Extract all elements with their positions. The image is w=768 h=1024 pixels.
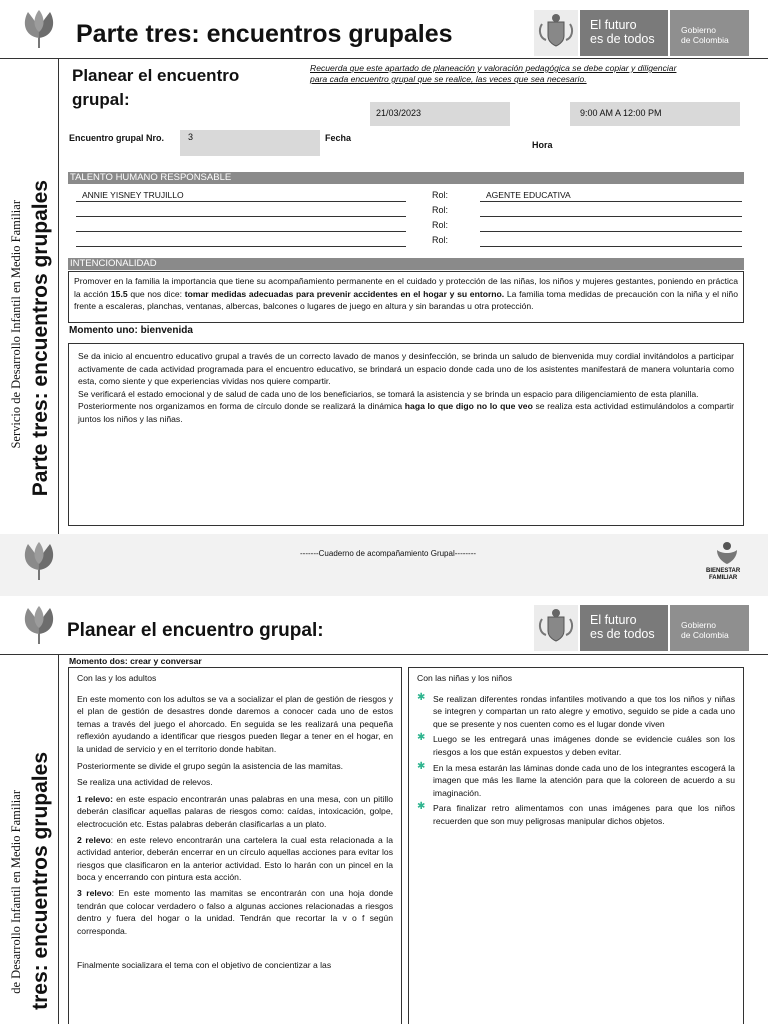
intencionalidad-text-c: que nos dice: xyxy=(127,288,185,299)
ninos-item-2 xyxy=(417,732,735,758)
side-section-label-2: tres: encuentros grupales xyxy=(29,752,52,1010)
footer-text: -------Cuaderno de acompañamiento Grupal-------- xyxy=(300,549,477,558)
star-bullet-icon: ✱ xyxy=(417,760,426,772)
person-line-2[interactable] xyxy=(76,216,406,217)
relevo-1-text: en este espacio encontrarán unas palabras en una mesa, con un pitillo deberán clasificar aquellas palaras de riesgos como: caídas, intoxicación, golpe, electrocución etc. Estas palabras deberán clasificarlas a un plato. xyxy=(77,793,393,829)
bienestar-line2: FAMILIAR xyxy=(708,575,738,581)
header2-divider xyxy=(0,654,768,655)
logo-futuro-2-line2: es de todos xyxy=(590,627,655,641)
ninos-box xyxy=(408,667,744,1024)
hora-label: Hora xyxy=(532,140,553,150)
intencionalidad-text-d: tomar medidas adecuadas para prevenir accidentes en el hogar y su entorno. xyxy=(184,288,505,299)
star-bullet-icon: ✱ xyxy=(417,691,426,703)
ninos-item-3-text: En la mesa estarán las láminas donde cada uno de los integrantes escogerá la imagen que más les llame la atención para que la coloreen de acuerdo a su imaginación. xyxy=(433,762,735,798)
side-service-label-2: de Desarrollo Infantil en Medio Familiar xyxy=(9,790,23,994)
adultos-paragraph-1: En este momento con los adultos se va a socializar el plan de gestión de riesgos y el plan de gestión de desastres donde daremos a conocer cada uno de estos temas a través del juego el ahorcado. En seguida se les realizará una pequeña reflexión ayudando a identificar que riesgos pueden llegar a tener en el hogar, en la unidad de servicio y en el territorio donde habitan. xyxy=(77,693,393,754)
intencionalidad-header: INTENCIONALIDAD xyxy=(68,258,744,270)
logo-gob-2-line2: de Colombia xyxy=(681,630,729,640)
talento-header: TALENTO HUMANO RESPONSABLE xyxy=(68,172,744,184)
momento-uno-paragraph-1: Se da inicio al encuentro educativo grupal a través de un correcto lavado de manos y desinfección, se brinda un saludo de bienvenida muy cordial invitándolos a participar activamente de cada actividad programada para el encuentro educativo, se brindará un espacio donde cada uno de los asistentes manifestará de manera voluntaria como esta, como siente y que experiencias vividas nos quiere compartir. xyxy=(78,351,734,387)
date-field[interactable]: 21/03/2023 xyxy=(370,102,510,126)
header-divider xyxy=(0,58,768,59)
relevo-1 xyxy=(77,793,393,831)
logo-gob-line2: de Colombia xyxy=(681,35,729,45)
leaf-footer-icon xyxy=(18,540,60,582)
rol-label-3: Rol: xyxy=(432,220,449,230)
momento-uno-box xyxy=(68,343,744,526)
ninos-item-4-text: Para finalizar retro alimentamos con unas imágenes para que los niños recuerden que son muy peligrosas manipular dichos objetos. xyxy=(433,803,735,826)
intencionalidad-text-a: Promover en la familia la importancia que tiene su acompañamiento permanente en el cuidado y protección de las niñas, los niños y mujeres gestantes, poniendo en práctica la acción xyxy=(74,276,738,299)
adultos-header: Con las y los adultos xyxy=(77,673,157,683)
m1-p3-c: se realiza esta actividad estimulándolos a compartir juntos los niños y las niñas. xyxy=(78,401,734,424)
left-divider xyxy=(58,58,59,534)
reminder-line1: Recuerda que este apartado de planeación y valoración pedagógica se debe copiar y diligenciar xyxy=(310,63,677,73)
relevo-3-text: : En este momento las mamitas se encontrarán con una hoja donde tendrán que colocar verdadero o falso a algunas acciones relacionadas a riesgos dentro y fuera del hogar o la unidad. Tendrán que recortar la v o f según corresponda. xyxy=(77,887,393,936)
colombia-shield-icon xyxy=(534,10,578,56)
relevo-3 xyxy=(77,887,393,937)
page-title: Parte tres: encuentros grupales xyxy=(76,20,453,48)
star-bullet-icon: ✱ xyxy=(417,801,426,813)
relevo-2-label: 2 relevo xyxy=(77,834,111,845)
encuentro-number-field[interactable]: 3 xyxy=(180,130,320,156)
fecha-label: Fecha xyxy=(325,133,352,143)
logo-futuro-line1: El futuro xyxy=(590,18,637,32)
bienestar-text xyxy=(706,568,740,582)
rol-line-2[interactable] xyxy=(480,216,742,217)
plan-title xyxy=(72,64,239,112)
intencionalidad-text-b: 15.5 xyxy=(110,288,128,299)
rol-line-4[interactable] xyxy=(480,246,742,247)
encuentro-label: Encuentro grupal Nro. xyxy=(69,133,165,143)
ninos-item-1 xyxy=(417,691,735,731)
ninos-item-1-text: Se realizan diferentes rondas infantiles motivando a que tos los niños y niñas se integren y compartan un rato alegre y emotivo, seguido se pide a cada uno que se presente y nos cuenten como es el lugar donde viven xyxy=(433,693,735,729)
logo-gob-2-line1: Gobierno xyxy=(681,620,716,630)
star-bullet-icon: ✱ xyxy=(417,732,426,744)
ninos-item-2-text: Luego se les entregará unas imágenes donde se evidencie cuáles son los riesgos a los que están expuestos y deben evitar. xyxy=(433,734,735,757)
gobierno-logo xyxy=(670,10,749,56)
side-section-label: Parte tres: encuentros grupales xyxy=(29,180,52,497)
leaf-logo-2-icon xyxy=(18,604,60,646)
rol-label-1: Rol: xyxy=(432,190,449,200)
relevo-2-text: : en este relevo encontrarán una cartelera la cual esta relacionada a la actividad anterior, deberán encerrar en un círculo aquellas acciones para evitar los riesgos que clasificaron en la anterior actividad. Esto lo harán con un pincel en la boca y encerrando con pintura esta acción. xyxy=(77,834,394,883)
m1-p3-a: Posteriormente nos organizamos en forma de círculo donde se realizará la dinámica xyxy=(78,401,405,412)
page-footer xyxy=(0,534,768,596)
plan-title-line1: Planear el encuentro xyxy=(72,66,240,85)
el-futuro-logo-2 xyxy=(580,605,668,651)
ninos-header: Con las niñas y los niños xyxy=(417,673,513,683)
m1-p3-b: haga lo que digo no lo que veo xyxy=(404,401,533,412)
momento-dos-title: Momento dos: crear y conversar xyxy=(69,656,202,666)
adultos-paragraph-2: Posteriormente se divide el grupo según la asistencia de las mamitas. xyxy=(77,760,344,771)
bienestar-logo-icon xyxy=(710,540,744,566)
relevo-3-label: 3 relevo xyxy=(77,887,112,898)
momento-uno-paragraph-2: Se verificará el estado emocional y de salud de cada uno de los beneficiarios, se tomará la asistencia y se brinda un espacio para diligenciamiento de esta planilla. xyxy=(78,388,699,399)
relevo-2 xyxy=(77,834,393,884)
gobierno-logo-2 xyxy=(670,605,749,651)
leaf-logo-icon xyxy=(18,8,60,50)
plan-title-line2: grupal: xyxy=(72,90,130,109)
adultos-paragraph-3: Se realiza una actividad de relevos. xyxy=(77,777,213,788)
left-divider-2 xyxy=(58,654,59,1024)
relevo-1-label: 1 relevo: xyxy=(77,793,114,804)
person-line-3[interactable] xyxy=(76,231,406,232)
logo-gob-line1: Gobierno xyxy=(681,25,716,35)
colombia-shield-2-icon xyxy=(534,605,578,651)
rol-label-4: Rol: xyxy=(432,235,449,245)
ninos-item-4 xyxy=(417,801,735,827)
rol-value-1: AGENTE EDUCATIVA xyxy=(486,190,571,200)
logo-futuro-line2: es de todos xyxy=(590,32,655,46)
person-line-1[interactable] xyxy=(76,201,406,202)
side-service-label: Servicio de Desarrollo Infantil en Medio Familiar xyxy=(9,200,23,449)
rol-line-3[interactable] xyxy=(480,231,742,232)
hour-field[interactable]: 9:00 AM A 12:00 PM xyxy=(570,102,740,126)
person-line-4[interactable] xyxy=(76,246,406,247)
intencionalidad-box xyxy=(68,271,744,323)
rol-label-2: Rol: xyxy=(432,205,449,215)
reminder-line2: para cada encuentro grupal que se realice, las veces que sea necesario. xyxy=(310,74,587,84)
bienestar-line1: BIENESTAR xyxy=(706,568,741,574)
person-name-1: ANNIE YISNEY TRUJILLO xyxy=(82,190,184,200)
adultos-box xyxy=(68,667,402,1024)
page2-title: Planear el encuentro grupal: xyxy=(67,620,324,641)
logo-futuro-2-line1: El futuro xyxy=(590,613,637,627)
adultos-final: Finalmente socializara el tema con el objetivo de concientizar a las xyxy=(77,960,332,971)
el-futuro-logo xyxy=(580,10,668,56)
momento-uno-title: Momento uno: bienvenida xyxy=(69,325,193,336)
momento-uno-paragraph-3 xyxy=(78,400,734,425)
reminder-note xyxy=(310,63,676,85)
rol-line-1[interactable] xyxy=(480,201,742,202)
intencionalidad-text-e: La familia toma medidas de precaución con la niña y el niño frente a escaleras, planchas, ventanas, albercas, balcones o lugares de juego en altura y sin barandas u otra protección. xyxy=(74,288,738,312)
ninos-item-3 xyxy=(417,760,735,800)
